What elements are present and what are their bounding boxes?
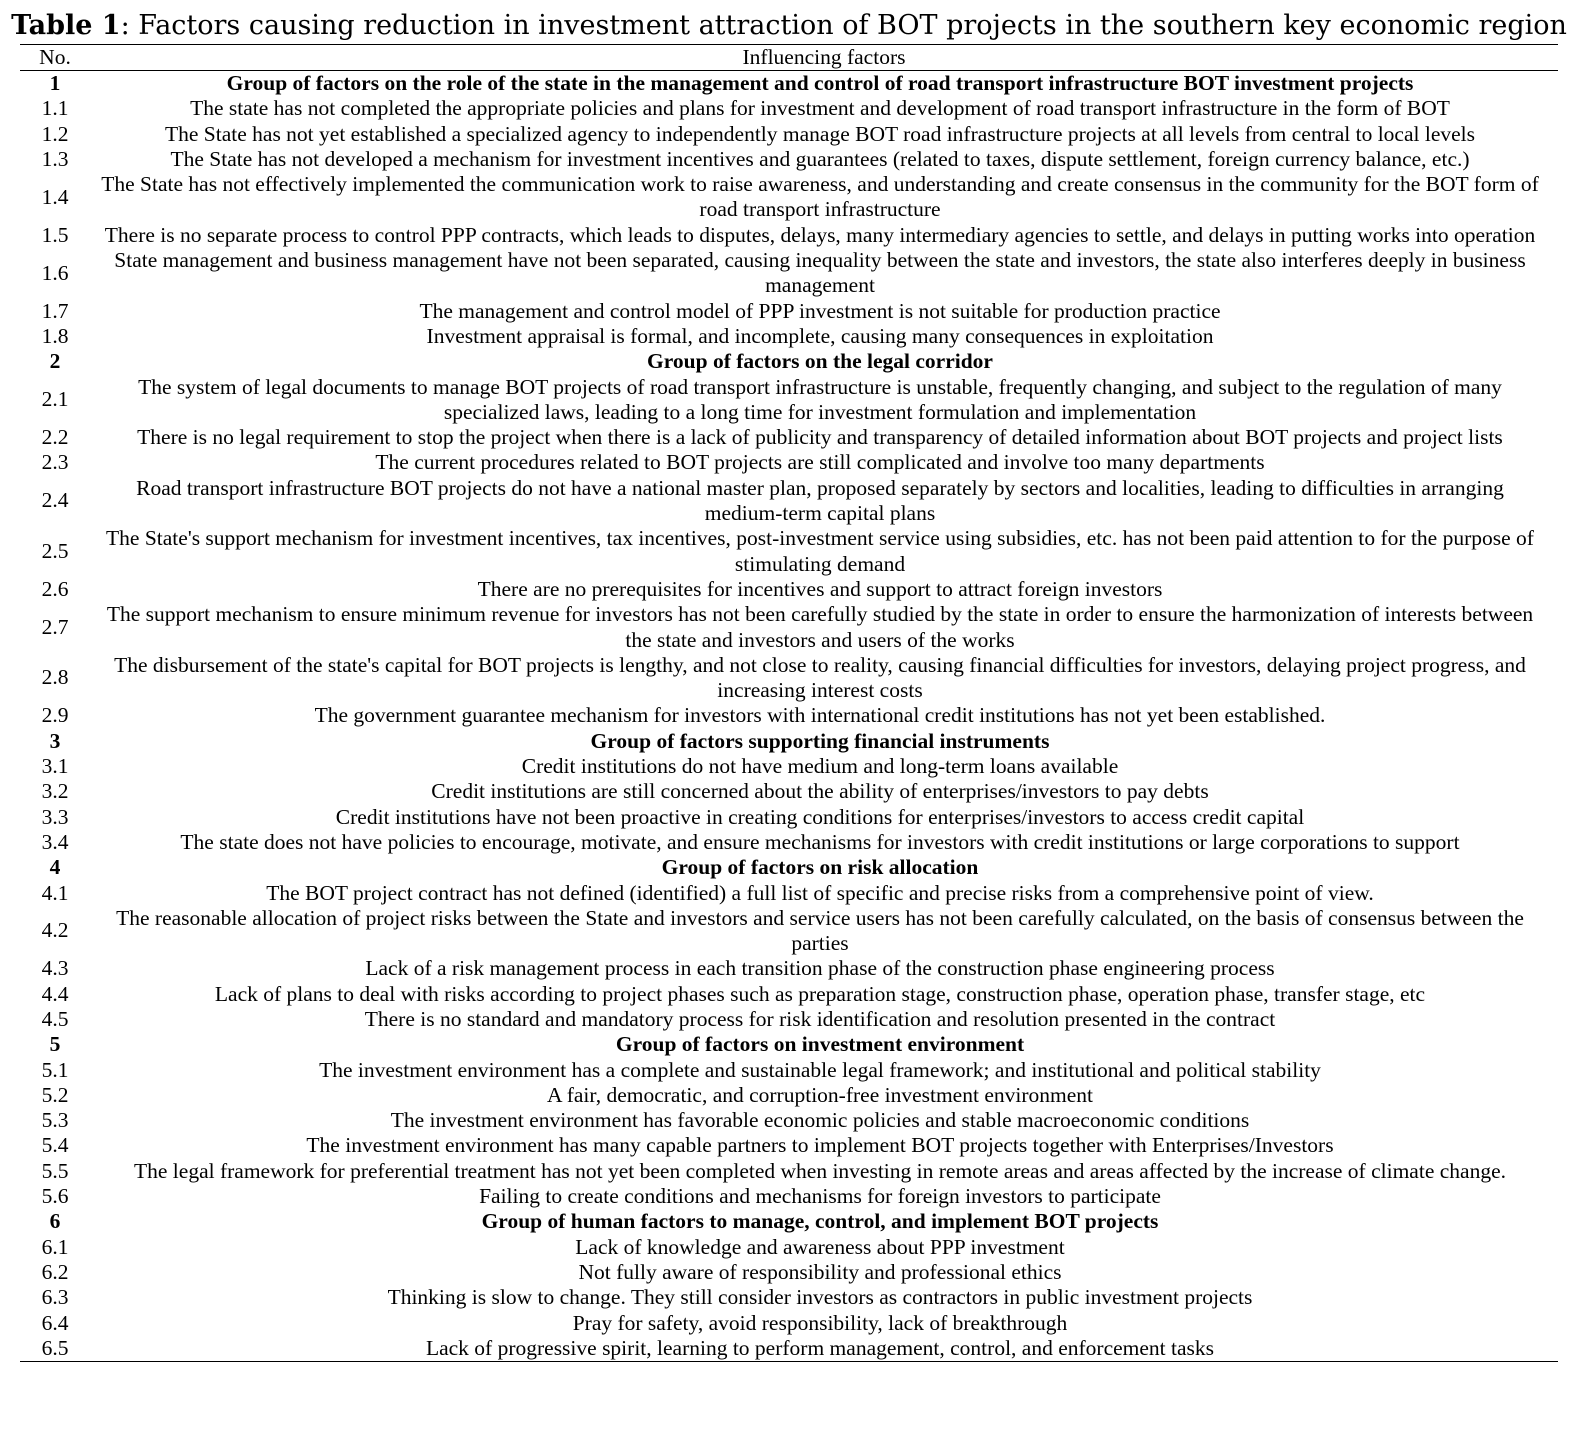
factor-text: The government guarantee mechanism for investors with international credit institutions has not yet been established. xyxy=(314,703,1326,728)
table-body xyxy=(20,71,1558,1362)
row-number: 6.3 xyxy=(41,1285,69,1310)
table-row xyxy=(20,299,1558,324)
table-row xyxy=(20,1285,1558,1310)
factor-text: Lack of plans to deal with risks according to project phases such as preparation stage, construction phase, operation phase, transfer stage, etc xyxy=(214,981,1426,1006)
table-row xyxy=(20,96,1558,121)
row-number: 5 xyxy=(49,1032,61,1057)
row-number: 2.1 xyxy=(41,387,69,412)
row-number: 3.1 xyxy=(41,754,69,779)
row-number: 4.4 xyxy=(41,981,69,1006)
table-row xyxy=(20,805,1558,830)
factor-text: There is no legal requirement to stop the project when there is a lack of publicity and transparency of detailed information about BOT projects and project lists xyxy=(137,425,1503,450)
row-number: 3.2 xyxy=(41,779,69,804)
row-number: 5.2 xyxy=(41,1082,69,1107)
factor-text: Road transport infrastructure BOT projects do not have a national master plan, proposed separately by sectors and localities, leading to difficulties in arranging medium-term capital plans xyxy=(136,475,1504,526)
row-number: 2.5 xyxy=(41,538,69,563)
row-number: 2.6 xyxy=(41,576,69,601)
factor-text: The reasonable allocation of project risks between the State and investors and service users has not been carefully calculated, on the basis of consensus between the parties xyxy=(116,905,1524,956)
factor-text: The support mechanism to ensure minimum revenue for investors has not been carefully studied by the state in order to ensure the harmonization of interests between the state and investors and users of the works xyxy=(106,602,1534,652)
factor-text: Investment appraisal is formal, and incomplete, causing many consequences in exploitation xyxy=(426,323,1214,348)
factor-text: The state has not completed the appropriate policies and plans for investment and development of road transport infrastructure in the form of BOT xyxy=(190,96,1450,121)
table-row xyxy=(20,1133,1558,1158)
table-row xyxy=(20,779,1558,804)
table-caption xyxy=(0,8,1578,44)
group-row xyxy=(20,71,1558,97)
table-row xyxy=(20,906,1558,957)
row-number: 1 xyxy=(49,71,61,95)
table-row xyxy=(20,248,1558,299)
table-row xyxy=(20,653,1558,704)
row-number: 1.8 xyxy=(41,323,69,348)
factor-text: The State has not effectively implemented the communication work to raise awareness, and understanding and create consensus in the community for the BOT form of road transport infrastructure xyxy=(101,172,1539,222)
factor-text: The State has not yet established a specialized agency to independently manage BOT road infrastructure projects at all levels from central to local levels xyxy=(164,121,1476,146)
group-row xyxy=(20,1032,1558,1057)
table-header-row xyxy=(20,45,1558,71)
factor-text: There is no standard and mandatory process for risk identification and resolution presented in the contract xyxy=(364,1006,1276,1031)
table-row xyxy=(20,147,1558,172)
row-number: 4.2 xyxy=(41,918,69,943)
row-number: 4 xyxy=(49,855,61,880)
row-number: 4.5 xyxy=(41,1006,69,1031)
table-row xyxy=(20,602,1558,653)
row-number: 1.6 xyxy=(41,260,69,285)
group-title: Group of factors supporting financial instruments xyxy=(590,728,1050,753)
row-number: 5.3 xyxy=(41,1108,69,1133)
column-header-no: No. xyxy=(20,45,90,71)
table-row xyxy=(20,881,1558,906)
factor-text: Thinking is slow to change. They still consider investors as contractors in public investment projects xyxy=(387,1285,1253,1310)
row-number: 3 xyxy=(49,728,61,753)
factor-text: The investment environment has many capable partners to implement BOT projects together with Enterprises/Investors xyxy=(306,1133,1334,1158)
group-title: Group of factors on risk allocation xyxy=(661,855,979,880)
group-title: Group of human factors to manage, control, and implement BOT projects xyxy=(481,1209,1159,1234)
row-number: 6.5 xyxy=(20,1336,90,1362)
factor-text: The state does not have policies to encourage, motivate, and ensure mechanisms for investors with credit institutions or large corporations to support xyxy=(180,829,1460,854)
row-number: 2.8 xyxy=(41,665,69,690)
table-row xyxy=(20,1235,1558,1260)
table-row xyxy=(20,956,1558,981)
factor-text: Credit institutions are still concerned about the ability of enterprises/investors to pay debts xyxy=(431,779,1209,804)
table-row xyxy=(20,526,1558,577)
factor-text: Lack of progressive spirit, learning to perform management, control, and enforcement tasks xyxy=(90,1336,1558,1362)
table-row xyxy=(20,1311,1558,1336)
column-header-factors: Influencing factors xyxy=(90,45,1558,71)
row-number: 5.6 xyxy=(41,1184,69,1209)
table-row xyxy=(20,1108,1558,1133)
factor-text: The current procedures related to BOT projects are still complicated and involve too many departments xyxy=(375,450,1265,475)
factor-text: Lack of knowledge and awareness about PPP investment xyxy=(575,1234,1065,1259)
row-number: 6.4 xyxy=(41,1310,69,1335)
factors-table xyxy=(20,44,1558,1362)
row-number: 3.3 xyxy=(41,804,69,829)
row-number: 2.2 xyxy=(41,425,69,450)
factor-text: Pray for safety, avoid responsibility, lack of breakthrough xyxy=(572,1310,1068,1335)
row-number: 5.1 xyxy=(41,1057,69,1082)
table-row xyxy=(20,1184,1558,1209)
table-row xyxy=(20,375,1558,426)
group-title: Group of factors on the role of the state in the management and control of road transport infrastructure BOT investment projects xyxy=(226,71,1414,95)
factor-text: The legal framework for preferential treatment has not yet been completed when investing in remote areas and areas affected by the increase of climate change. xyxy=(134,1158,1506,1183)
factor-text: The investment environment has a complete and sustainable legal framework; and institutional and political stability xyxy=(319,1057,1321,1082)
row-number: 5.4 xyxy=(41,1133,69,1158)
row-number: 2.7 xyxy=(41,614,69,639)
table-row xyxy=(20,450,1558,475)
table-row xyxy=(20,1007,1558,1032)
table-row xyxy=(20,1083,1558,1108)
row-number: 6.2 xyxy=(41,1259,69,1284)
group-title: Group of factors on the legal corridor xyxy=(647,349,993,374)
group-row xyxy=(20,855,1558,880)
factor-text: The BOT project contract has not defined (identified) a full list of specific and precise risks from a comprehensive point of view. xyxy=(266,880,1374,905)
table-row xyxy=(20,754,1558,779)
table-row xyxy=(20,425,1558,450)
row-number: 6 xyxy=(49,1209,61,1234)
factor-text: A fair, democratic, and corruption-free investment environment xyxy=(547,1082,1093,1107)
row-number: 6.1 xyxy=(41,1234,69,1259)
table-row xyxy=(20,1336,1558,1362)
row-number: 1.4 xyxy=(41,184,69,209)
row-number: 1.3 xyxy=(41,146,69,171)
factor-text: The management and control model of PPP investment is not suitable for production practice xyxy=(419,298,1221,323)
factor-text: The system of legal documents to manage BOT projects of road transport infrastructure is unstable, frequently changing, and subject to the regulation of many specialized laws, leading to a long time for investment formulation and implementation xyxy=(138,374,1502,424)
group-title: Group of factors on investment environment xyxy=(615,1032,1025,1057)
factor-text: Credit institutions have not been proactive in creating conditions for enterprises/investors to access credit capital xyxy=(335,804,1305,829)
table-row xyxy=(20,122,1558,147)
row-number: 1.2 xyxy=(41,121,69,146)
table-row xyxy=(20,1159,1558,1184)
table-row xyxy=(20,324,1558,349)
factor-text: The State's support mechanism for investment incentives, tax incentives, post-investment service using subsidies, etc. has not been paid attention to for the purpose of stimulating demand xyxy=(106,526,1534,576)
row-number: 5.5 xyxy=(41,1158,69,1183)
table-caption-text: : Factors causing reduction in investment attraction of BOT projects in the southern key economic region xyxy=(120,10,1567,41)
row-number: 2.4 xyxy=(41,488,69,513)
row-number: 4.3 xyxy=(41,956,69,981)
table-row xyxy=(20,223,1558,248)
group-row xyxy=(20,1209,1558,1234)
table-row xyxy=(20,703,1558,728)
table-row xyxy=(20,577,1558,602)
group-row xyxy=(20,729,1558,754)
row-number: 1.1 xyxy=(41,96,69,121)
factor-text: The State has not developed a mechanism for investment incentives and guarantees (related to taxes, dispute settlement, foreign currency balance, etc.) xyxy=(170,146,1470,171)
row-number: 1.7 xyxy=(41,298,69,323)
table-row xyxy=(20,1058,1558,1083)
factor-text: There is no separate process to control PPP contracts, which leads to disputes, delays, many intermediary agencies to settle, and delays in putting works into operation xyxy=(104,222,1536,247)
factor-text: The disbursement of the state's capital for BOT projects is lengthy, and not close to reality, causing financial difficulties for investors, delaying project progress, and increasing interest costs xyxy=(114,652,1526,703)
group-row xyxy=(20,349,1558,374)
table-row xyxy=(20,1260,1558,1285)
table-row xyxy=(20,830,1558,855)
row-number: 1.5 xyxy=(41,222,69,247)
factor-text: State management and business management have not been separated, causing inequality between the state and investors, the state also interferes deeply in business management xyxy=(114,248,1526,298)
factor-text: Not fully aware of responsibility and professional ethics xyxy=(578,1259,1062,1284)
row-number: 2.9 xyxy=(41,703,69,728)
table-row xyxy=(20,172,1558,223)
row-number: 4.1 xyxy=(41,880,69,905)
factor-text: The investment environment has favorable economic policies and stable macroeconomic conditions xyxy=(390,1108,1250,1133)
factor-text: Lack of a risk management process in each transition phase of the construction phase engineering process xyxy=(365,956,1275,981)
row-number: 3.4 xyxy=(41,829,69,854)
factor-text: Credit institutions do not have medium and long-term loans available xyxy=(521,754,1119,779)
table-row xyxy=(20,982,1558,1007)
table-row xyxy=(20,476,1558,527)
row-number: 2.3 xyxy=(41,450,69,475)
table-label: Table 1 xyxy=(11,10,121,41)
row-number: 2 xyxy=(49,349,61,374)
factor-text: Failing to create conditions and mechanisms for foreign investors to participate xyxy=(479,1184,1161,1209)
factor-text: There are no prerequisites for incentives and support to attract foreign investors xyxy=(477,576,1163,601)
